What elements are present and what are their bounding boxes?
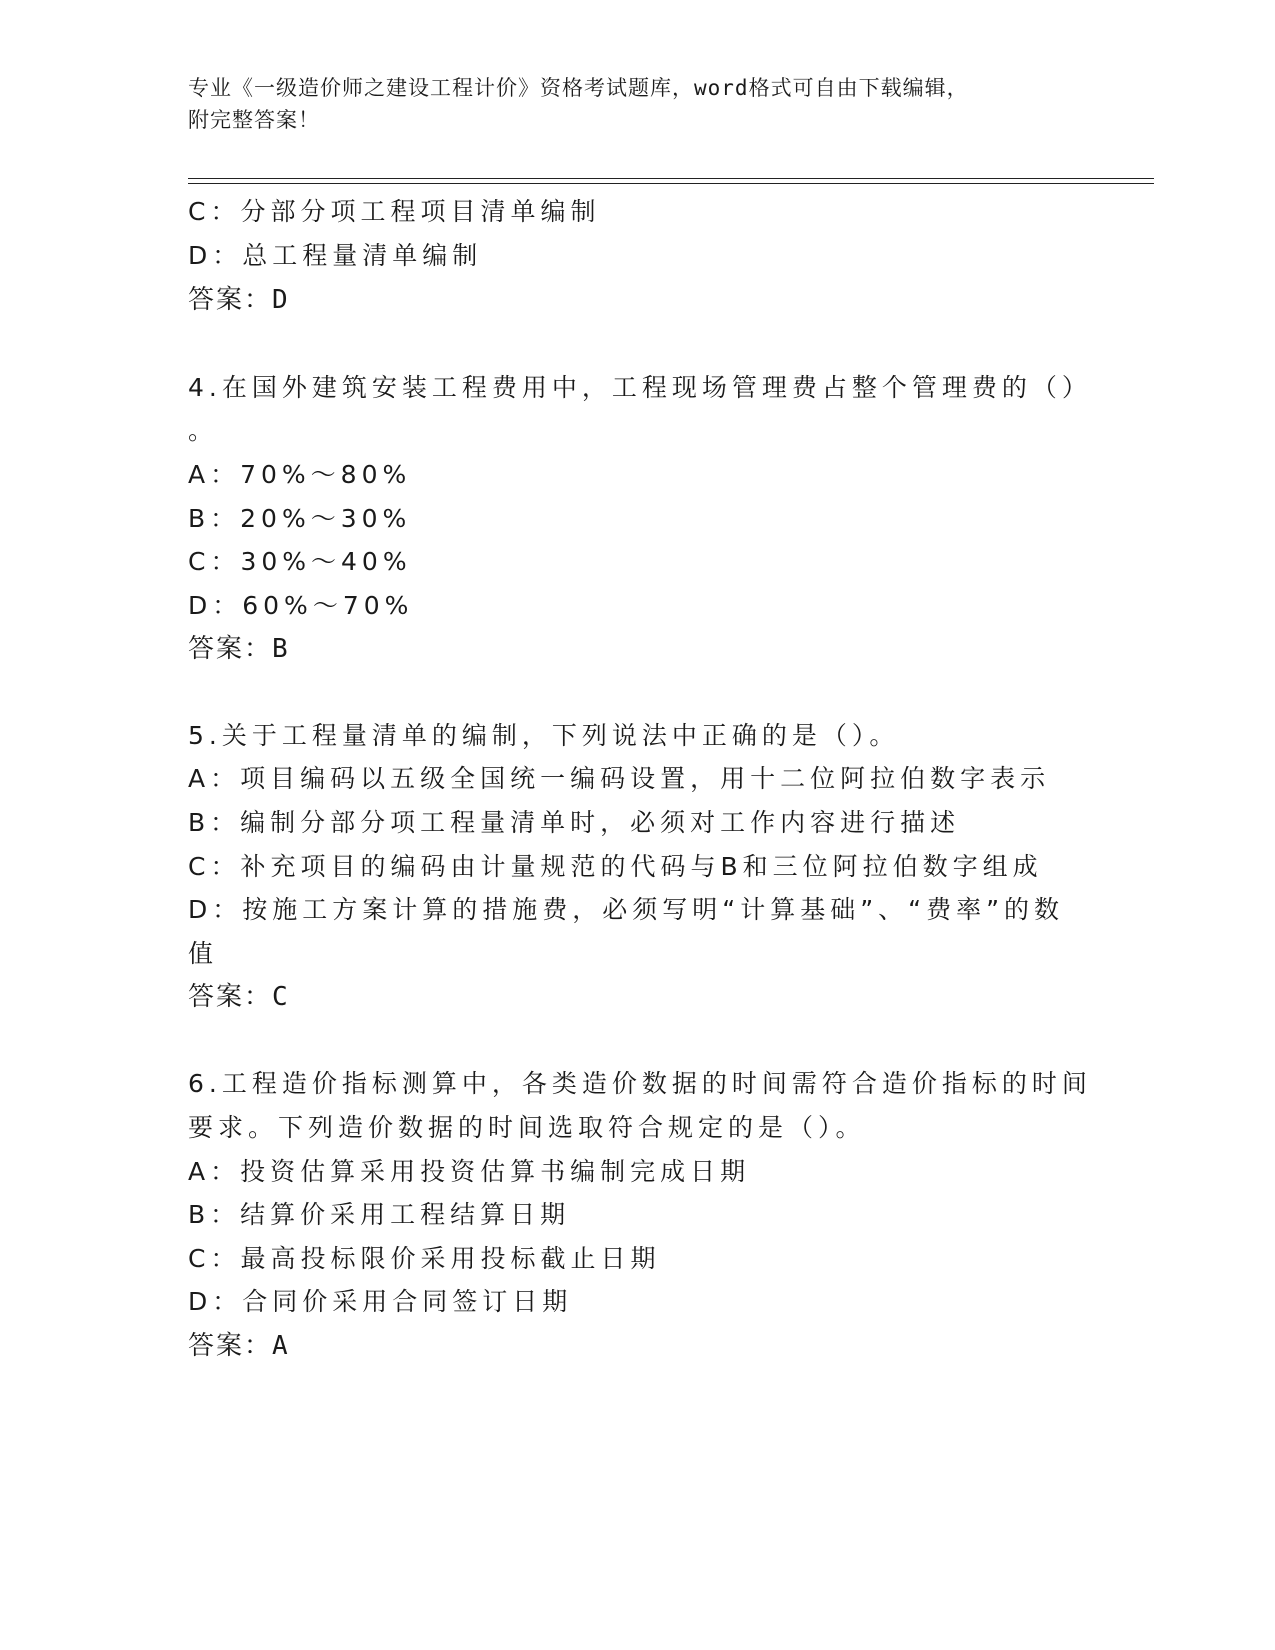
document-header bbox=[188, 72, 1088, 136]
prev-question-option-c: C：分部分项工程项目清单编制 bbox=[188, 197, 601, 226]
q4-option-d: D：60%～70% bbox=[188, 591, 414, 620]
q4-option-a: A：70%～80% bbox=[188, 460, 412, 489]
q5-stem: 5.关于工程量清单的编制，下列说法中正确的是（）。 bbox=[188, 721, 900, 750]
q5-option-d-line-2: 值 bbox=[188, 939, 219, 968]
q5-option-a: A：项目编码以五级全国统一编码设置，用十二位阿拉伯数字表示 bbox=[188, 764, 1051, 793]
header-title-line-1: 专业《一级造价师之建设工程计价》资格考试题库，word格式可自由下载编辑， bbox=[188, 76, 969, 100]
q6-option-d: D：合同价采用合同签订日期 bbox=[188, 1287, 573, 1316]
q6-answer: 答案：A bbox=[188, 1331, 290, 1361]
q6-stem-line-2: 要求。下列造价数据的时间选取符合规定的是（）。 bbox=[188, 1113, 866, 1142]
header-divider-bottom bbox=[188, 183, 1154, 184]
q4-stem-line-1: 4.在国外建筑安装工程费用中，工程现场管理费占整个管理费的（） bbox=[188, 373, 1092, 402]
q5-option-d-line-1: D：按施工方案计算的措施费，必须写明“计算基础”、“费率”的数 bbox=[188, 895, 1065, 924]
q6-option-a: A：投资估算采用投资估算书编制完成日期 bbox=[188, 1157, 751, 1186]
q4-option-b: B：20%～30% bbox=[188, 504, 412, 533]
q6-option-b: B：结算价采用工程结算日期 bbox=[188, 1200, 571, 1229]
header-title-line-2: 附完整答案！ bbox=[188, 108, 320, 132]
q6-stem-line-1: 6.工程造价指标测算中，各类造价数据的时间需符合造价指标的时间 bbox=[188, 1069, 1092, 1098]
q5-answer: 答案：C bbox=[188, 982, 290, 1012]
q4-option-c: C：30%～40% bbox=[188, 547, 412, 576]
q4-stem-line-2: 。 bbox=[188, 416, 219, 445]
prev-question-answer: 答案：D bbox=[188, 285, 290, 315]
q4-answer: 答案：B bbox=[188, 634, 290, 664]
q6-option-c: C：最高投标限价采用投标截止日期 bbox=[188, 1244, 661, 1273]
q5-option-c: C：补充项目的编码由计量规范的代码与B和三位阿拉伯数字组成 bbox=[188, 852, 1043, 881]
q5-option-b: B：编制分部分项工程量清单时，必须对工作内容进行描述 bbox=[188, 808, 961, 837]
header-divider-top bbox=[188, 178, 1154, 179]
prev-question-option-d: D：总工程量清单编制 bbox=[188, 241, 483, 270]
